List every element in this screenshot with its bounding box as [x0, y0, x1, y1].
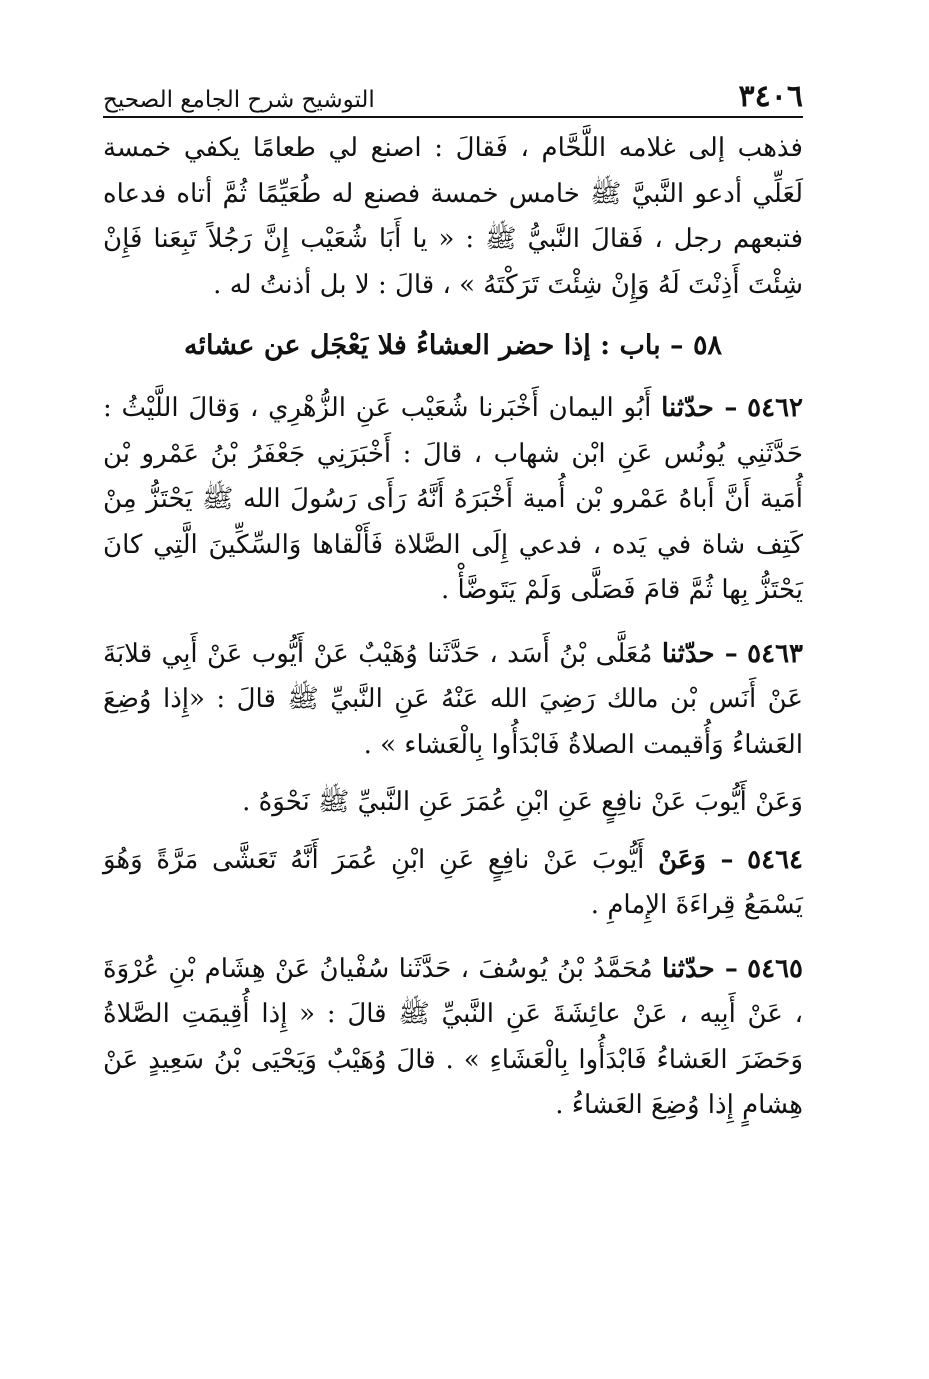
- hadith-lead: – حدّثنا: [662, 953, 738, 984]
- hadith-lead: – حدّثنا: [661, 638, 738, 669]
- page-content: [103, 126, 803, 1129]
- hadith-paragraph: [103, 838, 803, 929]
- page-number: ٣٤٠٦: [738, 79, 803, 114]
- hadith-lead: – حدّثنا: [661, 393, 738, 423]
- book-page: [103, 70, 803, 1360]
- running-head: [103, 70, 803, 118]
- riwaya-note: وَعَنْ أَيُّوبَ عَنْ نافِعٍ عَنِ ابْنِ عُمَرَ عَنِ النَّبيِّ ﷺ نَحْوَهُ .: [242, 787, 803, 817]
- hadith-text: مُحَمَّدُ بْنُ يُوسُفَ ، حَدَّثَنا سُفْيانُ عَنْ هِشَام بْنِ عُرْوَةَ ، عَنْ أَبِيه ، عَنْ عائِشَةَ عَنِ النَّبيِّ ﷺ قالَ : « إِذا أُقِيمَتِ الصَّلاةُ وَحَضَرَ العَشاءُ فَابْدَأُوا بِالْعَشَاءِ » . قالَ وُهَيْبٌ وَيَحْيَى بْنُ سَعِيدٍ عَنْ هِشامٍ إِذا وُضِعَ العَشاءُ .: [103, 953, 803, 1120]
- hadith-number: ٥٤٦٤: [747, 844, 804, 875]
- book-title: التوشيح شرح الجامع الصحيح: [103, 87, 375, 113]
- hadith-lead: – وَعَنْ: [658, 844, 734, 875]
- hadith-number: ٥٤٦٥: [747, 953, 804, 984]
- hadith-text: أَبُو اليمان أَخْبَرنا شُعَيْب عَنِ الزُّهْرِي ، وَقالَ اللَّيْثُ : حَدَّثَنِي يُونُس عَنِ ابْن شهاب ، قالَ : أَخْبَرَنِي جَعْفَرُ بْنُ عَمْرو بْن أُمَية أَنَّ أَباهُ عَمْرو بْن أُمية أَخْبَرَهُ أَنَّهُ رَأَى رَسُولَ الله ﷺ يَحْتَزُّ مِنْ كَتِف شاة في يَده ، فدعي إِلَى الصَّلاة فَأَلْقاها وَالسِّكِّينَ الَّتِي كانَ يَحْتَزُّ بِها ثُمَّ قامَ فَصَلَّى وَلَمْ يَتَوضَّأْ .: [103, 393, 803, 605]
- chapter-heading: ٥٨ – باب : إذا حضر العشاءُ فلا يَعْجَل عن عشائه: [184, 330, 722, 361]
- intro-paragraph: فذهب إلى غلامه اللَّحَّام ، فَقالَ : اصنع لي طعامًا يكفي خمسة لَعَلِّي أدعو النَّبيَّ ﷺ خامس خمسة فصنع له طُعَيِّمًا ثُمَّ أتاه فدعاه فتبعهم رجل ، فَقالَ النَّبيُّ ﷺ : « يا أَبَا شُعَيْب إِنَّ رَجُلاً تَبِعَنا فَإِنْ شِئْتَ أَذِنْتَ لَهُ وَإِنْ شِئْتَ تَرَكْتَهُ » ، قالَ : لا بل أذنتُ له .: [103, 133, 803, 300]
- hadith-paragraph: [103, 632, 803, 769]
- hadith-number: ٥٤٦٢: [747, 393, 804, 423]
- hadith-number: ٥٤٦٣: [747, 638, 804, 669]
- hadith-text: أَيُّوبَ عَنْ نافِعٍ عَنِ ابْنِ عُمَرَ أَنَّهُ تَعَشَّى مَرَّةً وَهُوَ يَسْمَعُ قِراءَةَ الإِمامِ .: [103, 844, 803, 920]
- hadith-text: مُعَلَّى بْنُ أَسَد ، حَدَّثَنا وُهَيْبٌ عَنْ أَيُّوب عَنْ أَبِي قلابَةَ عَنْ أَنَس بْن مالك رَضِيَ الله عَنْهُ عَنِ النَّبيِّ ﷺ قالَ : «إِذا وُضِعَ العَشاءُ وَأُقيمت الصلاةُ فَابْدَأُوا بِالْعَشاء » .: [103, 638, 803, 760]
- hadith-paragraph: [103, 386, 803, 614]
- hadith-paragraph: [103, 947, 803, 1129]
